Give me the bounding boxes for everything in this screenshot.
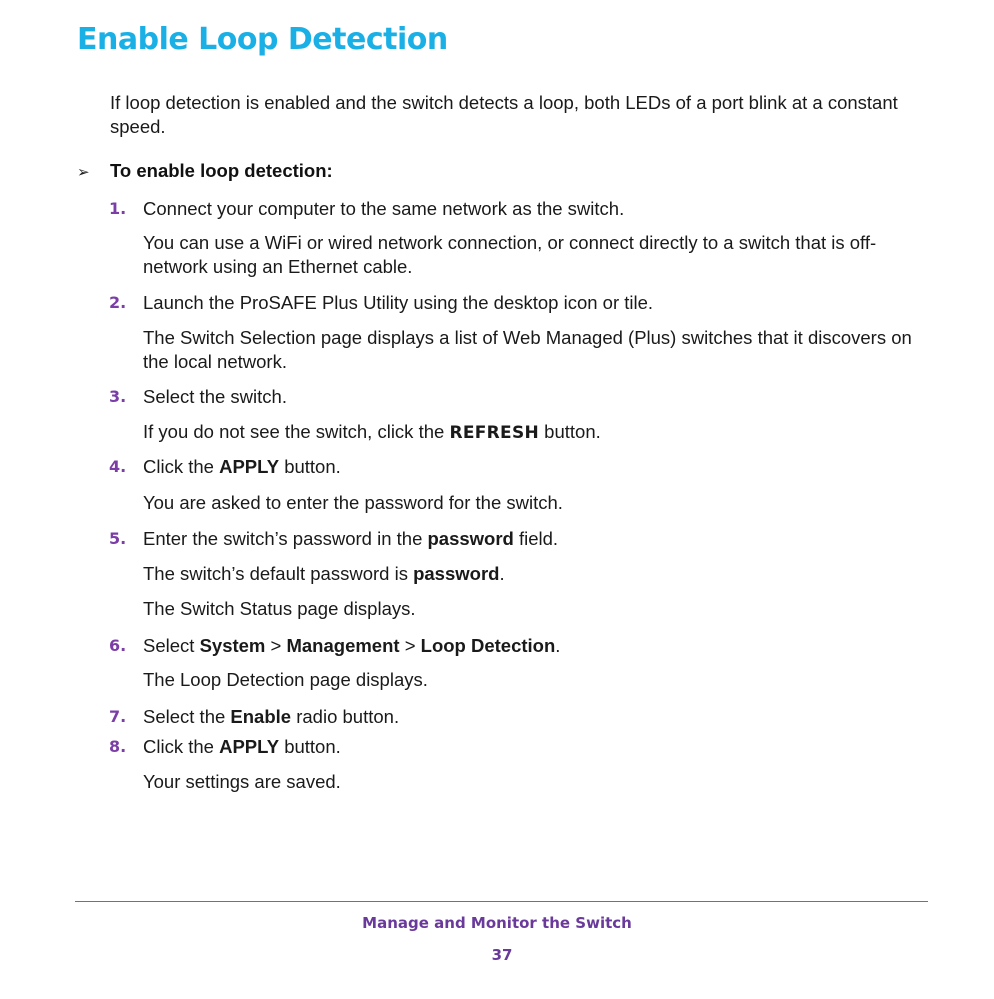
default-password: password: [413, 563, 500, 584]
step-3-note: If you do not see the switch, click the REFRESH button.: [143, 421, 601, 443]
step-3: [109, 385, 913, 409]
menu-loop-detection: Loop Detection: [420, 635, 556, 656]
step-2: [109, 291, 913, 315]
enable-radio-ref: Enable: [230, 706, 292, 727]
step-6-note: The Loop Detection page displays.: [143, 669, 428, 690]
step-6: 6. Select System > Management > Loop Detection.: [109, 635, 561, 656]
step-1-note: You can use a WiFi or wired network connection, or connect directly to a switch that is off-network using an Ethernet cable.: [143, 232, 877, 277]
footer-section-title: Manage and Monitor the Switch: [362, 914, 632, 932]
step-8-note: Your settings are saved.: [143, 771, 341, 792]
password-field-ref: password: [427, 528, 514, 549]
step-number: 6.: [109, 636, 127, 655]
procedure-title: To enable loop detection:: [110, 160, 333, 181]
step-5-note-b: The Switch Status page displays.: [143, 598, 416, 619]
menu-system: System: [199, 635, 266, 656]
page-title: Enable Loop Detection: [77, 22, 448, 57]
step-4-note: You are asked to enter the password for the switch.: [143, 492, 563, 513]
intro-paragraph: If loop detection is enabled and the switch detects a loop, both LEDs of a port blink at a constant speed.: [110, 92, 898, 137]
step-number: 7.: [109, 707, 127, 726]
page-number: 37: [491, 946, 513, 964]
footer-divider: [75, 901, 928, 902]
procedure-heading: [77, 160, 333, 182]
step-text: Select the switch.: [143, 386, 287, 407]
step-number: 8.: [109, 737, 127, 756]
step-number: 2.: [109, 293, 127, 312]
step-5: 5. Enter the switch’s password in the password field.: [109, 528, 559, 549]
menu-management: Management: [286, 635, 400, 656]
step-4: 4. Click the APPLY button.: [109, 456, 341, 477]
step-text: Connect your computer to the same network as the switch.: [143, 198, 625, 219]
step-number: 4.: [109, 457, 127, 476]
step-5-note-a: The switch’s default password is password.: [143, 563, 505, 584]
arrow-bullet-icon: ➢: [77, 164, 90, 181]
step-2-note: The Switch Selection page displays a list of Web Managed (Plus) switches that it discovers on the local network.: [143, 327, 912, 372]
refresh-button-ref: REFRESH: [449, 423, 540, 443]
step-number: 5.: [109, 529, 127, 548]
apply-button-ref: APPLY: [219, 456, 280, 477]
step-text: Launch the ProSAFE Plus Utility using the desktop icon or tile.: [143, 292, 654, 313]
step-number: 3.: [109, 387, 127, 406]
step-7: 7. Select the Enable radio button.: [109, 706, 400, 727]
apply-button-ref: APPLY: [219, 736, 280, 757]
step-number: 1.: [109, 199, 127, 218]
step-8: 8. Click the APPLY button.: [109, 736, 341, 757]
step-1: [109, 197, 913, 221]
